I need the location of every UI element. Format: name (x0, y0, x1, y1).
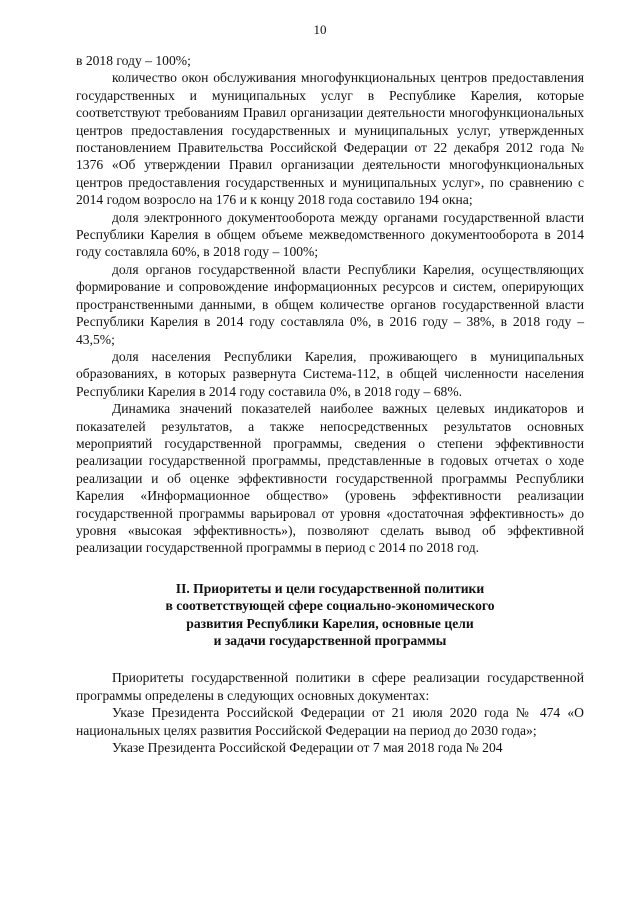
document-body (76, 52, 584, 756)
section-heading-line: II. Приоритеты и цели государственной политики (175, 580, 485, 596)
section-heading (76, 580, 584, 650)
paragraph: доля населения Республики Карелия, проживающего в муниципальных образованиях, в которых развернута Система-112, в общей численности населения Республики Карелия в 2014 году составила 0%, в 2018 году – 68%. (76, 348, 584, 399)
section-heading-line: в соответствующей сфере социально-экономического (165, 598, 495, 614)
paragraph: Приоритеты государственной политики в сфере реализации государственной программы определены в следующих основных документах: (76, 670, 584, 703)
paragraph: в 2018 году – 100%; (76, 53, 191, 68)
paragraph: Указе Президента Российской Федерации от 21 июля 2020 года № 474 «О национальных целях развития Российской Федерации на период до 2030 года»; (76, 705, 584, 738)
paragraph: доля органов государственной власти Республики Карелия, осуществляющих формирование и сопровождение информационных ресурсов и систем, оперирующих пространственными данными, в общем количестве органов государственной власти Республики Карелия в 2014 году составляла 0%, в 2016 году – 38%, в 2018 году – 43,5%; (76, 261, 584, 347)
page-number: 10 (313, 22, 327, 37)
section-heading-line: и задачи государственной программы (213, 633, 447, 648)
section-heading-line: развития Республики Карелия, основные цели (186, 615, 474, 631)
paragraph: количество окон обслуживания многофункциональных центров предоставления государственных и муниципальных услуг в Республике Карелия, которые соответствуют требованиям Правил организации деятельности многофункциональных центров предоставления государственных и муниципальных услуг, утвержденных постановлением Правительства Российской Федерации от 22 декабря 2012 года № 1376 «Об утверждении Правил организации деятельности многофункциональных центров предоставления государственных и муниципальных услуг», по сравнению с 2014 годом возросло на 176 и к концу 2018 года составило 194 окна; (76, 70, 584, 208)
paragraph: Динамика значений показателей наиболее важных целевых индикаторов и показателей результатов, а также непосредственных результатов основных мероприятий государственной программы, сведения о степени эффективности реализации государственной программы, представленные в годовых отчетах о ходе реализации и об оценке эффективности государственной программы Республики Карелия «Информационное общество» (уровень эффективности реализации государственной программы варьировал от уровня «достаточная эффективность» до уровня «высокая эффективность»), позволяют сделать вывод об эффективной реализации государственной программы в период с 2014 по 2018 год. (76, 401, 584, 556)
paragraph: доля электронного документооборота между органами государственной власти Республики Карелия в общем объеме межведомственного документооборота в 2014 году составляла 60%, в 2018 году – 100%; (76, 209, 584, 260)
paragraph: Указе Президента Российской Федерации от 7 мая 2018 года № 204 (112, 740, 503, 756)
